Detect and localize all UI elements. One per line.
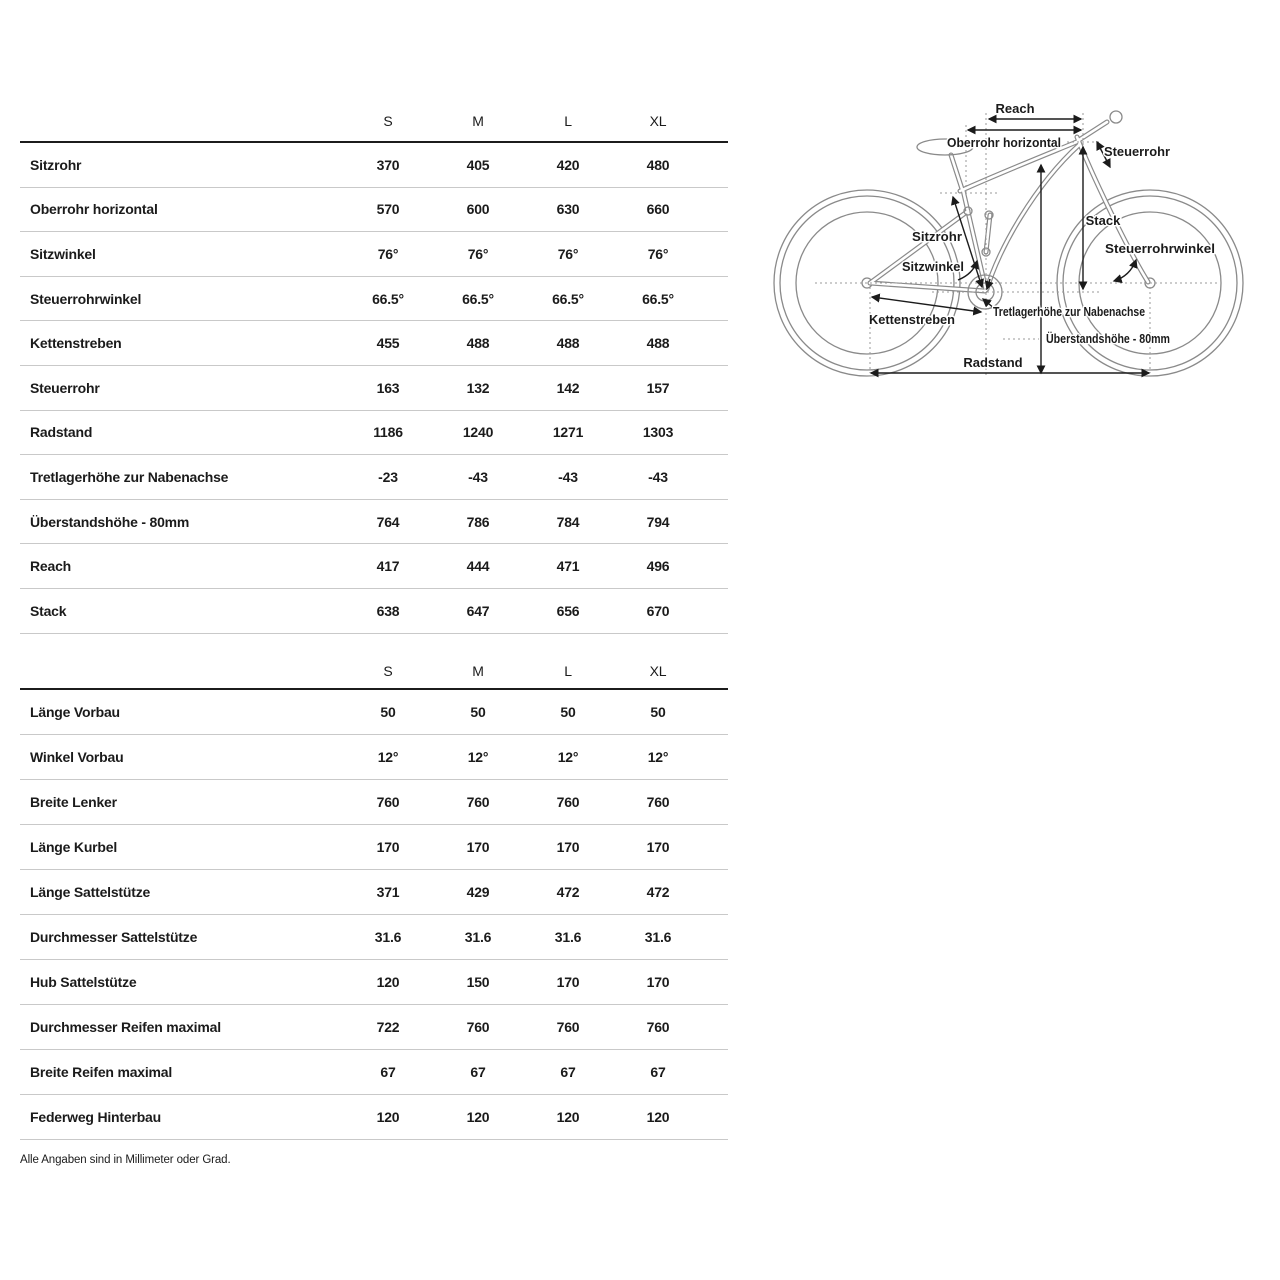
cell-value: 142 (556, 379, 580, 396)
label-steuerrohrwinkel: Steuerrohrwinkel (1105, 241, 1215, 256)
table-row (20, 690, 728, 735)
cell-value: 760 (556, 793, 580, 810)
cell-value: 471 (556, 558, 580, 575)
cell-value: 656 (556, 602, 580, 619)
row-label: Winkel Vorbau (30, 748, 124, 765)
table-row (20, 455, 728, 500)
cell-value: 794 (646, 513, 670, 530)
cell-value: 760 (646, 793, 670, 810)
cell-value: 12° (647, 748, 669, 765)
cell-value: 170 (466, 838, 490, 855)
label-stack: Stack (1085, 213, 1121, 228)
cell-value: 1271 (552, 424, 584, 441)
cell-value: -43 (648, 468, 668, 485)
table-row (20, 1050, 728, 1095)
cell-value: 630 (556, 201, 580, 218)
cell-value: 764 (376, 513, 400, 530)
units-footnote: Alle Angaben sind in Millimeter oder Grad. (20, 1154, 231, 1166)
cell-value: -43 (558, 468, 578, 485)
cell-value: 150 (466, 973, 490, 990)
cell-value: 472 (556, 883, 580, 900)
row-label: Stack (30, 602, 67, 619)
table-row (20, 188, 728, 233)
cell-value: 50 (650, 703, 666, 720)
cell-value: 760 (646, 1018, 670, 1035)
cell-value: 786 (466, 513, 490, 530)
row-label: Steuerrohr (30, 379, 100, 396)
cell-value: 480 (646, 156, 670, 173)
cell-value: 120 (376, 1108, 400, 1125)
row-label: Länge Vorbau (30, 703, 120, 720)
cell-value: 784 (556, 513, 580, 530)
table-row (20, 544, 728, 589)
cell-value: 76° (557, 245, 579, 262)
cell-value: 66.5° (642, 290, 674, 307)
label-steuerrohr: Steuerrohr (1104, 144, 1170, 159)
cell-value: 1186 (373, 424, 403, 441)
size-column-header: XL (649, 112, 667, 129)
geometry-table-components (20, 634, 728, 1140)
cell-value: 66.5° (372, 290, 404, 307)
row-label: Durchmesser Sattelstütze (30, 928, 198, 945)
cell-value: 31.6 (554, 928, 582, 945)
size-column-header: M (472, 112, 484, 129)
cell-value: 670 (646, 602, 670, 619)
cell-value: 31.6 (374, 928, 402, 945)
cell-value: 1303 (642, 424, 674, 441)
cell-value: 760 (376, 793, 400, 810)
cell-value: 67 (470, 1063, 486, 1080)
label-oberrohr-horizontal: Oberrohr horizontal (947, 135, 1061, 150)
table-row (20, 1005, 728, 1050)
geometry-tables (20, 100, 728, 1140)
cell-value: -43 (468, 468, 488, 485)
cell-value: 170 (646, 838, 670, 855)
table-row (20, 870, 728, 915)
table-row (20, 915, 728, 960)
cell-value: 76° (647, 245, 669, 262)
row-label: Länge Kurbel (30, 838, 118, 855)
cell-value: 12° (467, 748, 489, 765)
cell-value: 455 (376, 335, 400, 352)
label-reach: Reach (995, 101, 1035, 116)
row-label: Sitzwinkel (30, 245, 96, 262)
cell-value: 50 (560, 703, 576, 720)
cell-value: 163 (376, 379, 400, 396)
geometry-table-frame (20, 100, 728, 634)
cell-value: 120 (556, 1108, 580, 1125)
row-label: Oberrohr horizontal (30, 201, 158, 218)
label-ueberstandshoehe: Überstandshöhe - 80mm (1046, 331, 1170, 346)
row-label: Breite Lenker (30, 793, 117, 810)
cell-value: 488 (466, 335, 490, 352)
cell-value: 157 (646, 379, 670, 396)
table-row (20, 366, 728, 411)
cell-value: 120 (646, 1108, 670, 1125)
cell-value: 76° (467, 245, 489, 262)
cell-value: 66.5° (462, 290, 494, 307)
table-row (20, 277, 728, 322)
cell-value: 76° (377, 245, 399, 262)
row-label: Reach (30, 558, 72, 575)
row-label: Steuerrohrwinkel (30, 290, 142, 307)
cell-value: -23 (378, 468, 398, 485)
cell-value: 31.6 (644, 928, 672, 945)
cell-value: 120 (376, 973, 400, 990)
size-column-header: M (472, 662, 484, 679)
cell-value: 371 (376, 883, 400, 900)
table-row (20, 232, 728, 277)
cell-value: 31.6 (464, 928, 492, 945)
size-column-header: S (383, 662, 393, 679)
row-label: Kettenstreben (30, 335, 122, 352)
label-kettenstreben: Kettenstreben (869, 312, 956, 327)
cell-value: 132 (466, 379, 490, 396)
table-row (20, 780, 728, 825)
cell-value: 600 (466, 201, 490, 218)
cell-value: 170 (556, 973, 580, 990)
table-row (20, 321, 728, 366)
table-row (20, 735, 728, 780)
row-label: Radstand (30, 424, 93, 441)
size-header-row (20, 634, 728, 690)
cell-value: 67 (560, 1063, 576, 1080)
cell-value: 12° (377, 748, 399, 765)
cell-value: 444 (466, 558, 490, 575)
table-row (20, 143, 728, 188)
row-label: Sitzrohr (30, 156, 82, 173)
row-label: Federweg Hinterbau (30, 1108, 161, 1125)
cell-value: 760 (556, 1018, 580, 1035)
table-row (20, 1095, 728, 1140)
row-label: Überstandshöhe - 80mm (30, 513, 190, 530)
cell-value: 66.5° (552, 290, 584, 307)
label-radstand: Radstand (963, 355, 1023, 370)
cell-value: 370 (376, 156, 400, 173)
cell-value: 760 (466, 793, 490, 810)
cell-value: 50 (470, 703, 486, 720)
label-sitzrohr: Sitzrohr (912, 229, 962, 244)
cell-value: 647 (466, 602, 490, 619)
cell-value: 417 (376, 558, 400, 575)
table-row (20, 589, 728, 634)
cell-value: 760 (466, 1018, 490, 1035)
cell-value: 570 (376, 201, 400, 218)
cell-value: 638 (376, 602, 400, 619)
cell-value: 488 (556, 335, 580, 352)
cell-value: 420 (556, 156, 580, 173)
cell-value: 120 (466, 1108, 490, 1125)
cell-value: 405 (466, 156, 490, 173)
cell-value: 496 (646, 558, 670, 575)
cell-value: 170 (556, 838, 580, 855)
size-column-header: L (564, 662, 572, 679)
cell-value: 429 (466, 883, 490, 900)
cell-value: 1240 (462, 424, 494, 441)
cell-value: 722 (376, 1018, 400, 1035)
table-row (20, 825, 728, 870)
cell-value: 50 (380, 703, 396, 720)
cell-value: 67 (380, 1063, 396, 1080)
cell-value: 472 (646, 883, 670, 900)
cell-value: 12° (557, 748, 579, 765)
row-label: Länge Sattelstütze (30, 883, 151, 900)
row-label: Hub Sattelstütze (30, 973, 137, 990)
table-row (20, 500, 728, 545)
cell-value: 170 (376, 838, 400, 855)
cell-value: 660 (646, 201, 670, 218)
table-row (20, 411, 728, 456)
row-label: Durchmesser Reifen maximal (30, 1018, 221, 1035)
size-column-header: XL (649, 662, 667, 679)
cell-value: 67 (650, 1063, 666, 1080)
bike-geometry-diagram (755, 85, 1280, 395)
label-sitzwinkel: Sitzwinkel (902, 259, 964, 274)
label-tretlagerhoehe: Tretlagerhöhe zur Nabenachse (993, 304, 1145, 319)
size-column-header: S (383, 112, 393, 129)
cell-value: 488 (646, 335, 670, 352)
row-label: Tretlagerhöhe zur Nabenachse (30, 468, 229, 485)
size-column-header: L (564, 112, 572, 129)
cell-value: 170 (646, 973, 670, 990)
size-header-row (20, 100, 728, 143)
table-row (20, 960, 728, 1005)
row-label: Breite Reifen maximal (30, 1063, 173, 1080)
